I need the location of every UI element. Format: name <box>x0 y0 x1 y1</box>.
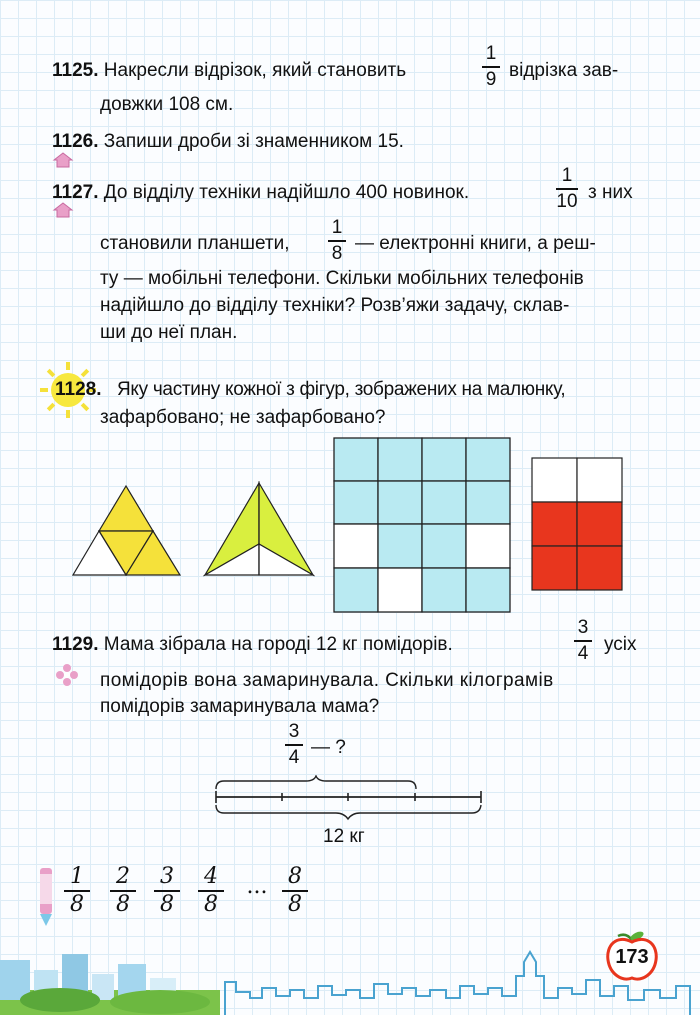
problem-text: Запиши дроби зі знаменником 15. <box>103 131 404 152</box>
hand-fraction <box>154 866 180 916</box>
page-number: 173 <box>615 946 649 968</box>
problem-text: відрізка зав- <box>509 60 619 81</box>
hand-numerator: 8 <box>288 864 302 889</box>
problem-number: 1128. <box>55 379 102 400</box>
pencil-icon <box>36 866 56 928</box>
fraction-1-10 <box>554 166 580 212</box>
fraction-numerator: 1 <box>331 217 343 238</box>
problem-text: довжки 108 см. <box>100 94 234 115</box>
hand-denominator: 8 <box>116 892 130 917</box>
problem-text: помідорів замаринувала мама? <box>100 696 380 717</box>
diagram-question: — ? <box>311 737 346 758</box>
fraction-1-9 <box>480 44 502 90</box>
figure-rectangle <box>531 457 623 591</box>
hand-numerator: 4 <box>204 864 218 889</box>
hand-denominator: 8 <box>70 892 84 917</box>
fraction-1-8 <box>326 218 348 264</box>
fraction-numerator: 1 <box>485 43 497 64</box>
problem-text: надійшло до відділу техніки? Розв’яжи задачу, склав- <box>100 295 570 316</box>
hand-fraction <box>198 866 224 916</box>
problem-text: з них <box>588 182 633 203</box>
flower-icon <box>56 664 78 686</box>
problem-text: Мама зібрала на городі 12 кг помідорів. <box>103 634 453 655</box>
problem-text: Яку частину кожної з фігур, зображених на малюнку, <box>117 379 566 400</box>
problem-number: 1126. <box>52 131 99 152</box>
fraction-bar <box>285 744 303 746</box>
hand-numerator: 1 <box>70 864 84 889</box>
fraction-bar <box>328 240 346 242</box>
problem-1127 <box>52 182 469 204</box>
hand-fraction <box>110 866 136 916</box>
fraction-denominator: 4 <box>288 746 300 768</box>
problem-text: ту — мобільні телефони. Скільки мобільних телефонів <box>100 268 584 289</box>
problem-1129 <box>52 634 453 656</box>
problem-text: помідорів вона замаринувала. Скільки кілограмів <box>100 670 554 691</box>
diagram-fraction <box>283 722 305 768</box>
city-skyline-illustration <box>0 940 700 1015</box>
home-task-icon <box>52 202 74 218</box>
hand-numerator: 3 <box>160 864 174 889</box>
figure-grid-square <box>333 437 511 613</box>
fraction-bar <box>574 640 592 642</box>
problem-1125 <box>52 60 406 82</box>
figure-triangle-quarters <box>72 484 182 578</box>
hand-fraction <box>282 866 308 916</box>
problem-text: — електронні книги, а реш- <box>355 233 596 254</box>
fraction-numerator: 1 <box>561 165 573 186</box>
hand-numerator: 2 <box>116 864 130 889</box>
problem-number: 1129. <box>52 634 99 655</box>
hand-denominator: 8 <box>204 892 218 917</box>
diagram-total-label: 12 кг <box>323 826 365 847</box>
problem-1126 <box>52 131 404 153</box>
problem-text: ши до неї план. <box>100 322 238 343</box>
fraction-denominator: 9 <box>485 68 497 90</box>
problem-text: становили планшети, <box>100 233 290 254</box>
segment-diagram <box>210 775 486 825</box>
problem-text: Накресли відрізок, який становить <box>103 60 407 81</box>
problem-number: 1125. <box>52 60 99 81</box>
fraction-bar <box>556 188 578 190</box>
problem-number: 1127. <box>52 182 99 203</box>
bottom-brace <box>216 805 481 819</box>
fraction-denominator: 10 <box>556 190 578 212</box>
figure-triangle-sixths <box>203 481 315 578</box>
hand-ellipsis: ... <box>246 874 268 899</box>
hand-fraction <box>64 866 90 916</box>
problem-text: До відділу техніки надійшло 400 новинок. <box>103 182 470 203</box>
problem-text: зафарбовано; не зафарбовано? <box>100 407 386 428</box>
top-brace <box>216 776 416 789</box>
fraction-3-4 <box>572 618 594 664</box>
fraction-numerator: 3 <box>288 721 300 742</box>
fraction-bar <box>482 66 500 68</box>
fraction-denominator: 8 <box>331 242 343 264</box>
problem-text: усіх <box>604 634 637 655</box>
fraction-numerator: 3 <box>577 617 589 638</box>
hand-denominator: 8 <box>288 892 302 917</box>
shaded-part <box>99 486 153 531</box>
fraction-denominator: 4 <box>577 642 589 664</box>
home-task-icon <box>52 152 74 168</box>
hand-denominator: 8 <box>160 892 174 917</box>
